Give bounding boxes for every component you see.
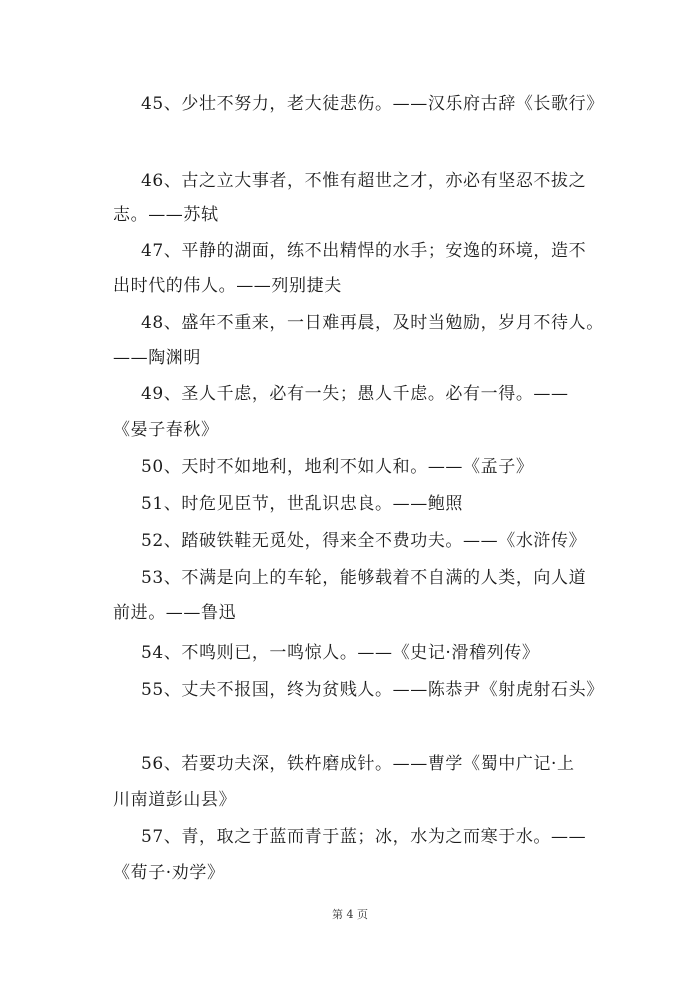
quote-48-line-1: 48、盛年不重来，一日难再晨，及时当勉励，岁月不待人。 (141, 313, 604, 333)
quote-46-line-2: 志。——苏轼 (113, 205, 219, 225)
quote-56-line-2: 川南道彭山县》 (113, 790, 237, 810)
quote-53-line-1: 53、不满是向上的车轮，能够载着不自满的人类，向人道 (141, 568, 587, 588)
quote-50-line-1: 50、天时不如地利，地利不如人和。——《孟子》 (141, 457, 534, 477)
page-number: 第 4 页 (332, 908, 368, 921)
quote-46-line-1: 46、古之立大事者，不惟有超世之才，亦必有坚忍不拔之 (141, 171, 587, 191)
quote-51-line-1: 51、时危见臣节，世乱识忠良。——鲍照 (141, 494, 464, 514)
quote-47-line-1: 47、平静的湖面，练不出精悍的水手；安逸的环境，造不 (141, 241, 587, 261)
quote-52-line-1: 52、踏破铁鞋无觅处，得来全不费功夫。——《水浒传》 (141, 531, 587, 551)
quote-57-line-2: 《荀子·劝学》 (113, 863, 225, 883)
quote-54-line-1: 54、不鸣则已，一鸣惊人。——《史记·滑稽列传》 (141, 643, 540, 663)
quote-47-line-2: 出时代的伟人。——列别捷夫 (113, 276, 342, 296)
quote-49-line-1: 49、圣人千虑，必有一失；愚人千虑。必有一得。—— (141, 384, 569, 404)
quote-55-line-1: 55、丈夫不报国，终为贫贱人。——陈恭尹《射虎射石头》 (141, 680, 604, 700)
quote-57-line-1: 57、青，取之于蓝而青于蓝；冰，水为之而寒于水。—— (141, 827, 587, 847)
quote-45-line-1: 45、少壮不努力，老大徒悲伤。——汉乐府古辞《长歌行》 (141, 94, 604, 114)
quote-49-line-2: 《晏子春秋》 (113, 420, 219, 440)
quote-48-line-2: ——陶渊明 (113, 348, 201, 368)
quote-56-line-1: 56、若要功夫深，铁杵磨成针。——曹学《蜀中广记·上 (141, 754, 575, 774)
quote-53-line-2: 前进。——鲁迅 (113, 603, 237, 623)
